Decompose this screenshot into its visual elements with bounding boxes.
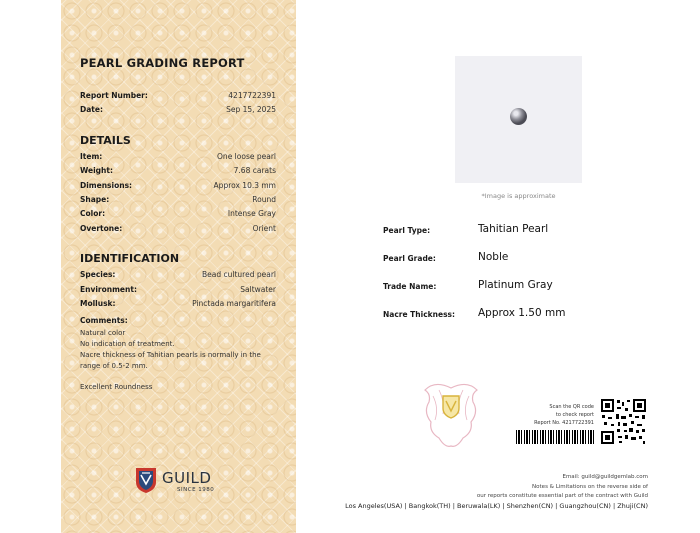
- report-number-label: Report Number:: [80, 91, 148, 100]
- identification-label: Species:: [80, 270, 116, 279]
- details-label: Item:: [80, 152, 103, 161]
- property-label: Nacre Thickness:: [383, 310, 455, 319]
- identification-row: [80, 270, 276, 282]
- identification-row: [80, 299, 276, 311]
- details-value: Intense Gray: [227, 209, 276, 218]
- details-label: Shape:: [80, 195, 110, 204]
- guild-shield-icon: [135, 466, 157, 494]
- comment-line: range of 0.5-2 mm.: [80, 362, 148, 370]
- property-row: [383, 307, 643, 323]
- property-row: [383, 223, 643, 239]
- qr-caption: [510, 403, 594, 427]
- footer-email: Email: guild@guildgemlab.com: [562, 474, 648, 480]
- qr-report-number: Report No. 4217722391: [534, 420, 594, 426]
- comment-line: Natural color: [80, 329, 126, 337]
- property-value: Tahitian Pearl: [478, 223, 549, 235]
- property-row: [383, 279, 643, 295]
- identification-label: Environment:: [80, 285, 137, 294]
- property-row: [383, 251, 643, 267]
- pearl-photo: [455, 56, 582, 183]
- brand-since: SINCE 1980: [177, 487, 215, 493]
- comment-line: Excellent Roundness: [80, 383, 153, 391]
- winged-seal-icon: [421, 378, 481, 450]
- footer-locations: Los Angeles(USA) | Bangkok(TH) | Beruwala(LK) | Shenzhen(CN) | Guangzhou(CN) | Zhuji(CN): [345, 502, 648, 510]
- comments-label: Comments:: [80, 316, 128, 325]
- details-row: [80, 152, 276, 164]
- details-row: [80, 195, 276, 207]
- qr-caption-line: Scan the QR code: [549, 404, 594, 410]
- details-label: Color:: [80, 209, 106, 218]
- details-value: Round: [252, 195, 276, 204]
- pearl-image: [510, 108, 527, 125]
- identification-row: [80, 285, 276, 297]
- property-label: Pearl Grade:: [383, 254, 436, 263]
- report-date-value: Sep 15, 2025: [226, 105, 276, 114]
- brand-name: GUILD: [162, 469, 212, 487]
- image-note: *Image is approximate: [481, 192, 556, 200]
- property-value: Noble: [478, 251, 509, 263]
- details-value: One loose pearl: [217, 152, 276, 161]
- property-value: Platinum Gray: [478, 279, 553, 291]
- details-row: [80, 209, 276, 221]
- qr-caption-line: to check report: [555, 412, 594, 418]
- details-label: Weight:: [80, 166, 113, 175]
- report-panel: [61, 0, 296, 533]
- identification-value: Saltwater: [240, 285, 276, 294]
- barcode: [516, 430, 594, 444]
- details-value: Approx 10.3 mm: [213, 181, 276, 190]
- details-row: [80, 166, 276, 178]
- identification-heading: IDENTIFICATION: [80, 252, 180, 265]
- property-label: Pearl Type:: [383, 226, 431, 235]
- details-label: Overtone:: [80, 224, 123, 233]
- report-date-label: Date:: [80, 105, 103, 114]
- comment-line: Nacre thickness of Tahitian pearls is normally in the: [80, 351, 261, 359]
- report-number-value: 4217722391: [228, 91, 276, 100]
- details-heading: DETAILS: [80, 134, 131, 147]
- identification-value: Bead cultured pearl: [202, 270, 276, 279]
- report-title: PEARL GRADING REPORT: [80, 56, 245, 70]
- identification-label: Mollusk:: [80, 299, 116, 308]
- details-label: Dimensions:: [80, 181, 133, 190]
- property-value: Approx 1.50 mm: [478, 307, 566, 319]
- identification-value: Pinctada margaritifera: [192, 299, 276, 308]
- property-label: Trade Name:: [383, 282, 437, 291]
- details-row: [80, 181, 276, 193]
- details-row: [80, 224, 276, 236]
- details-value: Orient: [252, 224, 276, 233]
- comment-line: No indication of treatment.: [80, 340, 175, 348]
- report-number-row: [80, 91, 276, 103]
- report-date-row: [80, 105, 276, 117]
- footer-notes: our reports constitute essential part of the contract with Guild: [476, 493, 648, 499]
- qr-code[interactable]: [600, 398, 647, 445]
- details-value: 7.68 carats: [233, 166, 276, 175]
- footer-notes: Notes & Limitations on the reverse side of: [532, 484, 648, 490]
- guild-logo: [135, 466, 225, 496]
